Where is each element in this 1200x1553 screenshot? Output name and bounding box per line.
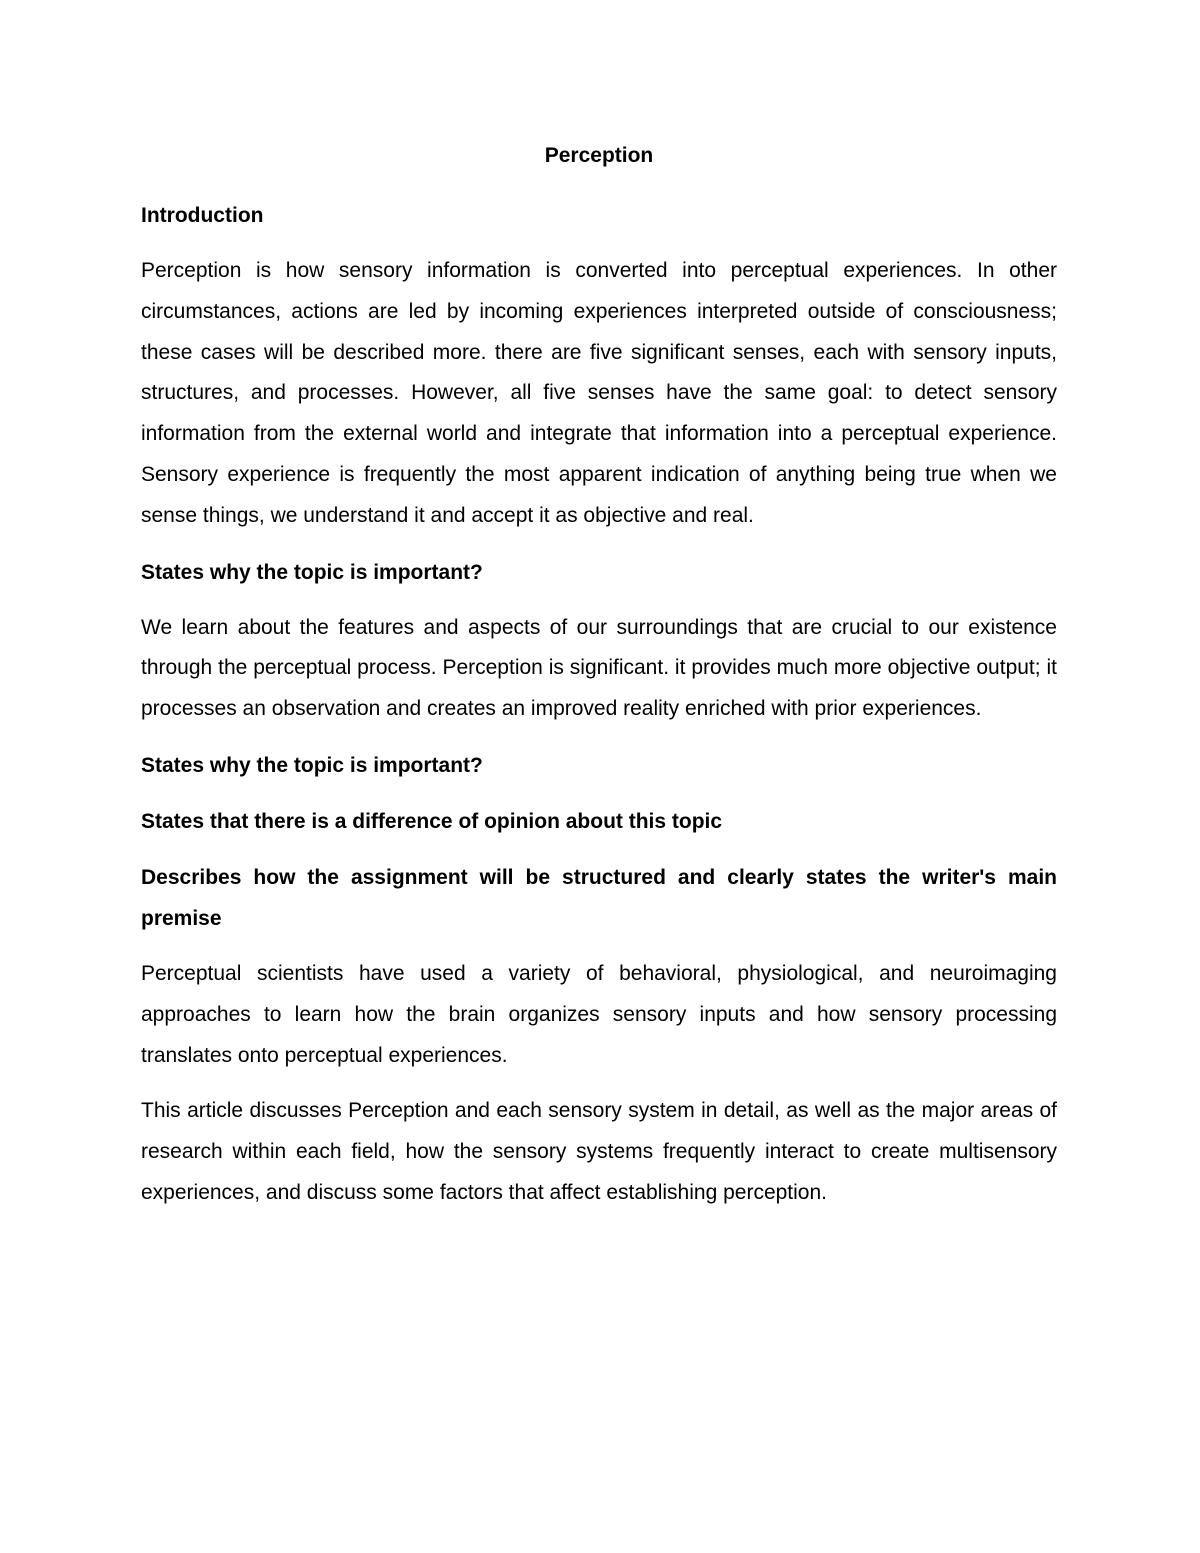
importance-heading-1: States why the topic is important? [141,560,483,584]
structure-heading: Describes how the assignment will be structured and clearly states the writer's main premise [141,865,1057,930]
document-body [141,139,1057,1229]
importance-paragraph: We learn about the features and aspects of our surroundings that are crucial to our existence through the perceptual process. Perception is significant. it provides much more objective output; it processes an observation and creates an improved reality enriched with prior experiences. [141,615,1057,721]
structure-paragraph-1: Perceptual scientists have used a variety of behavioral, physiological, and neuroimaging approaches to learn how the brain organizes sensory inputs and how sensory processing translates onto perceptual experiences. [141,961,1057,1067]
introduction-paragraph: Perception is how sensory information is converted into perceptual experiences. In other circumstances, actions are led by incoming experiences interpreted outside of consciousness; these cases will be described more. there are five significant senses, each with sensory inputs, structures, and processes. However, all five senses have the same goal: to detect sensory information from the external world and integrate that information into a perceptual experience. Sensory experience is frequently the most apparent indication of anything being true when we sense things, we understand it and accept it as objective and real. [141,259,1057,527]
difference-heading: States that there is a difference of opinion about this topic [141,809,723,833]
importance-heading-2: States why the topic is important? [141,753,483,777]
introduction-heading: Introduction [141,204,264,227]
document-title: Perception [544,144,654,167]
structure-paragraph-2: This article discusses Perception and each sensory system in detail, as well as the major areas of research within each field, how the sensory systems frequently interact to create multisensory experiences, and discuss some factors that affect establishing perception. [141,1099,1057,1204]
